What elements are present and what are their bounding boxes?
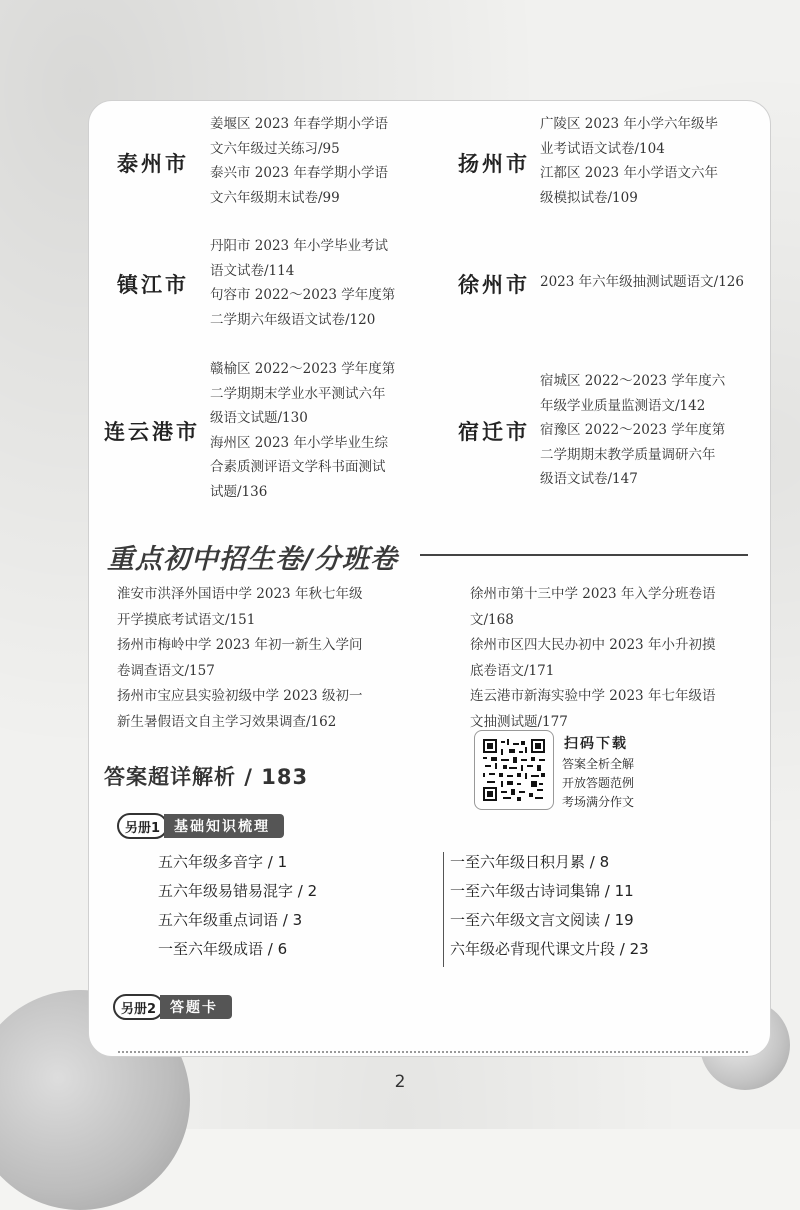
list-item: 文六年级期末试卷/99	[210, 189, 340, 206]
schools-left-list	[117, 582, 362, 735]
city-name-suqian: 宿迁市	[458, 419, 530, 444]
list-item: 一至六年级文言文阅读 / 19	[450, 911, 634, 929]
supplement1-tag	[117, 813, 284, 839]
city-name-yangzhou: 扬州市	[458, 151, 530, 176]
list-item: 丹阳市 2023 年小学毕业考试	[210, 238, 388, 254]
list-item: 新生暑假语文自主学习效果调查/162	[117, 713, 337, 730]
list-item: 二学期期末学业水平测试六年	[210, 385, 386, 402]
list-item: 徐州市区四大民办初中 2023 年小升初摸	[470, 637, 716, 653]
list-item: 五六年级多音字 / 1	[158, 853, 288, 871]
list-item: 年级学业质量监测语文/142	[540, 397, 706, 414]
scan-item: 开放答题范例	[562, 776, 635, 790]
list-item: 文/168	[470, 611, 514, 628]
answer-title: 答案超详解析 / 183	[104, 765, 309, 789]
list-item: 赣榆区 2022～2023 学年度第	[210, 361, 396, 377]
supplement2-title: 答题卡	[160, 995, 232, 1019]
list-item: 扬州市宝应县实验初级中学 2023 级初一	[117, 688, 363, 704]
list-item: 文六年级过关练习/95	[210, 140, 340, 157]
supplement1-right-list	[450, 848, 649, 964]
supplement2-label: 另册2	[113, 994, 164, 1020]
list-item: 合素质测评语文学科书面测试	[210, 459, 386, 475]
city-entries-lianyungang	[210, 357, 395, 504]
list-item: 文抽测试题/177	[470, 713, 568, 730]
list-item: 2023 年六年级抽测试题语文/126	[540, 274, 744, 290]
city-name-taizhou: 泰州市	[117, 151, 189, 176]
supplement1-label: 另册1	[117, 813, 168, 839]
list-item: 姜堰区 2023 年春学期小学语	[210, 116, 388, 132]
list-item: 广陵区 2023 年小学六年级毕	[540, 116, 718, 132]
list-item: 扬州市梅岭中学 2023 年初一新生入学问	[117, 637, 363, 653]
scan-title: 扫码下载	[564, 736, 628, 752]
footer-divider	[118, 1051, 748, 1053]
column-divider	[443, 852, 444, 967]
section-divider	[420, 554, 748, 556]
list-item: 宿豫区 2022～2023 学年度第	[540, 422, 726, 438]
list-item: 语文试卷/114	[210, 262, 295, 279]
list-item: 二学期六年级语文试卷/120	[210, 311, 376, 328]
city-entries-zhenjiang	[210, 234, 395, 332]
list-item: 泰兴市 2023 年春学期小学语	[210, 165, 388, 181]
city-name-zhenjiang: 镇江市	[117, 272, 189, 297]
page-number: 2	[394, 1072, 406, 1092]
list-item: 业考试语文试卷/104	[540, 140, 665, 157]
list-item: 级语文试卷/147	[540, 471, 638, 487]
schools-right-list	[470, 582, 715, 735]
supplement1-title: 基础知识梳理	[164, 814, 284, 838]
city-entries-xuzhou	[540, 270, 744, 295]
list-item: 连云港市新海实验中学 2023 年七年级语	[470, 688, 716, 704]
scan-item: 答案全析全解	[562, 757, 635, 771]
list-item: 一至六年级日积月累 / 8	[450, 853, 610, 871]
list-item: 试题/136	[210, 483, 268, 500]
list-item: 江都区 2023 年小学语文六年	[540, 165, 718, 181]
qr-code[interactable]	[474, 730, 554, 810]
list-item: 一至六年级古诗词集锦 / 11	[450, 882, 634, 900]
city-name-lianyungang: 连云港市	[104, 419, 200, 444]
scan-items	[562, 755, 634, 812]
city-entries-taizhou	[210, 112, 388, 210]
supplement2-tag	[113, 994, 232, 1020]
list-item: 级语文试题/130	[210, 410, 308, 426]
list-item: 一至六年级成语 / 6	[158, 940, 288, 958]
list-item: 二学期期末教学质量调研六年	[540, 446, 716, 463]
section-title: 重点初中招生卷/分班卷	[107, 544, 398, 575]
list-item: 五六年级重点词语 / 3	[158, 911, 303, 929]
list-item: 底卷语文/171	[470, 662, 555, 679]
qr-code-icon	[474, 730, 554, 810]
city-name-xuzhou: 徐州市	[458, 272, 530, 297]
list-item: 句容市 2022～2023 学年度第	[210, 287, 396, 303]
supplement1-left-list	[158, 848, 317, 964]
list-item: 五六年级易错易混字 / 2	[158, 882, 318, 900]
list-item: 开学摸底考试语文/151	[117, 611, 256, 628]
list-item: 淮安市洪泽外国语中学 2023 年秋七年级	[117, 586, 363, 602]
list-item: 徐州市第十三中学 2023 年入学分班卷语	[470, 586, 716, 602]
list-item: 六年级必背现代课文片段 / 23	[450, 940, 649, 958]
scan-item: 考场满分作文	[562, 795, 635, 809]
list-item: 卷调查语文/157	[117, 662, 215, 679]
city-entries-yangzhou	[540, 112, 718, 210]
list-item: 级模拟试卷/109	[540, 189, 638, 206]
list-item: 海州区 2023 年小学毕业生综	[210, 434, 388, 451]
city-entries-suqian	[540, 369, 725, 492]
list-item: 宿城区 2022～2023 学年度六	[540, 373, 726, 389]
